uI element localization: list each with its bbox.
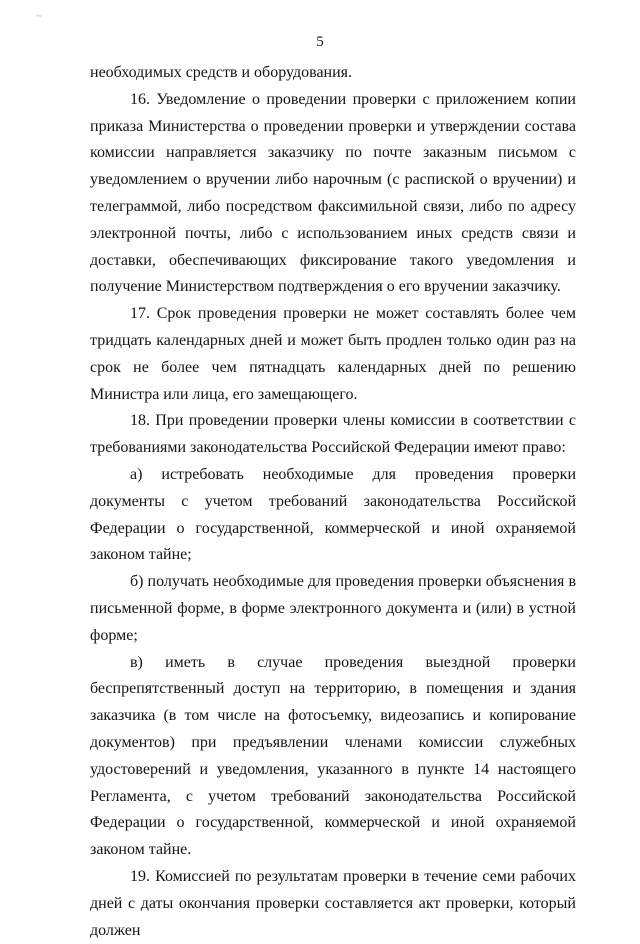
- paragraph-18a: а) истребовать необходимые для проведения проверки документы с учетом требований законодательства Российской Федерации о государственной, коммерческой и иной охраняемой законом тайне;: [90, 465, 576, 564]
- paragraph-19: 19. Комиссией по результатам проверки в течение семи рабочих дней с даты окончания проверки составляется акт проверки, который должен: [90, 867, 576, 939]
- paragraph-17: 17. Срок проведения проверки не может составлять более чем тридцать календарных дней и может быть продлен только один раз на срок не более чем пятнадцать календарных дней по решению Министра или лица, его замещающего.: [90, 305, 576, 403]
- paragraph-18v: в) иметь в случае проведения выездной проверки беспрепятственный доступ на территорию, в помещения и здания заказчика (в том числе на фотосъемку, видеозапись и копирование документов) при предъявлении членами комиссии служебных удостоверений и уведомления, указанного в пункте 14 настоящего Регламента, с учетом требований законодательства Российской Федерации о государственной, коммерческой и иной охраняемой законом тайне.: [90, 653, 576, 859]
- document-body: [90, 60, 576, 944]
- scan-corner-mark: ~: [36, 10, 42, 22]
- paragraph-continuation: необходимых средств и оборудования.: [90, 64, 353, 81]
- paragraph-18: 18. При проведении проверки члены комиссии в соответствии с требованиями законодательства Российской Федерации имеют право:: [90, 412, 576, 457]
- page-number: 5: [316, 34, 324, 50]
- paragraph-18b: б) получать необходимые для проведения проверки объяснения в письменной форме, в форме электронного документа и (или) в устной форме;: [90, 573, 576, 644]
- paragraph-16: 16. Уведомление о проведении проверки с приложением копии приказа Министерства о проведении проверки и утверждении состава комиссии направляется заказчику по почте заказным письмом с уведомлением о вручении либо нарочным (с распиской о вручении) и телеграммой, либо посредством факсимильной связи, либо по адресу электронной почты, либо с использованием иных средств связи и доставки, обеспечивающих фиксирование такого уведомления и получение Министерством подтверждения о его вручении заказчику.: [90, 90, 576, 296]
